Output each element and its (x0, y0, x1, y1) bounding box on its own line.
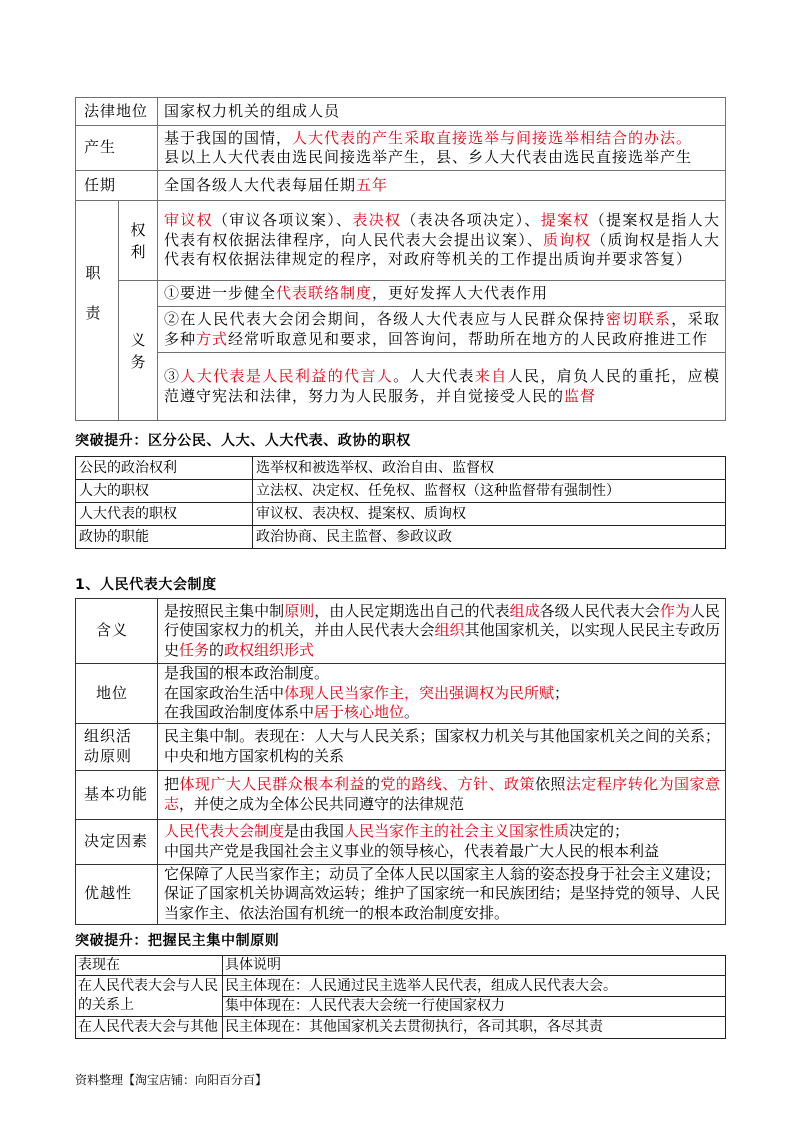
subject-cell: 人大代表的职权 (76, 503, 253, 526)
text-line (164, 310, 720, 349)
row-label: 组织活动原则 (84, 727, 133, 765)
row-content (158, 723, 726, 770)
democratic-centralism-table (75, 955, 726, 1039)
row-label: 决定因素 (76, 819, 158, 864)
row-label: 含义 (76, 599, 158, 664)
subject-cell: 人大的职权 (76, 480, 253, 503)
aspect-cell: 在人民代表大会与人民的关系上 (76, 976, 223, 1017)
text-run: 。人大代表 (393, 367, 475, 385)
subject-cell: 公民的政治权利 (76, 457, 253, 480)
emphasis-text: 审议权 (164, 211, 213, 230)
powers-comparison-table (75, 456, 726, 549)
text-line (164, 367, 720, 406)
details-cell: 集中体现在：人民代表大会统一行使国家权力 (223, 997, 726, 1017)
duties-label-cell (76, 201, 119, 421)
table-row (76, 480, 726, 503)
text-run: 它保障了人民当家作主；动员了全体人民以国家主人翁的姿态投身于社会主义建设；保证了国家机关协调高效运转；维护了国家统一和民族团结；是坚持党的领导、人民当家作主、依法治国有机统一的根本政治制度安排。 (164, 864, 720, 922)
text-run: （提案权是指人大代表有权依据法律程序，向人民代表大会提出议案）、 (164, 211, 720, 249)
emphasis-text: 提案权 (540, 211, 590, 230)
table-row (76, 864, 726, 924)
row-content (158, 599, 726, 664)
text-line (164, 129, 720, 149)
powers-cell: 选举权和被选举权、政治自由、监督权 (253, 457, 726, 480)
text-run: ； (554, 683, 570, 702)
subject-cell: 政协的职能 (76, 526, 253, 549)
rights-label-cell (119, 201, 158, 281)
text-run: （审议各项议案）、 (212, 211, 353, 230)
text-run: 是由我国 (284, 822, 345, 840)
table-row (76, 353, 726, 421)
text-run: 民主集中制。表现在：人大与人民关系；国家权力机关与其他国家机关之间的关系；中央和地方国家机构的关系 (164, 727, 720, 765)
text-run: 把 (164, 775, 180, 793)
row-label: 法律地位 (76, 98, 158, 126)
text-run: 的 (364, 775, 381, 793)
table-header-row (76, 956, 726, 976)
emphasis-text: 体现人民当家作主，突出强调权为民所赋 (284, 683, 555, 702)
powers-cell: 政治协商、民主监督、参政议政 (253, 526, 726, 549)
text-run: 经常听取意见和要求，回答询问，帮助所在地方的人民政府推进工作 (228, 329, 709, 348)
emphasis-text: 密切联系 (605, 310, 672, 328)
emphasis-text: 作为 (659, 601, 690, 620)
table-row (76, 126, 726, 171)
text-run: 是我国的根本政治制度。 (164, 664, 330, 682)
row-label: 产生 (76, 126, 158, 171)
row-content (158, 664, 726, 724)
text-line (164, 727, 720, 766)
row-label: 地位 (76, 664, 158, 724)
row-content (158, 98, 726, 126)
text-line (164, 211, 720, 270)
text-run: 全国各级人大代表每届任期 (164, 175, 357, 194)
obligations-label-cell (119, 281, 158, 421)
text-run: 县以上人大代表由选民间接选举产生，县、乡人大代表由选民直接选举产生 (164, 148, 693, 166)
rights-content (158, 201, 726, 281)
powers-cell: 审议权、表决权、提案权、质询权 (253, 503, 726, 526)
emphasis-text: 人大代表是人民利益的代言人 (180, 367, 394, 385)
row-label: 基本功能 (76, 770, 158, 819)
text-run: ，由人民定期选出自己的代表 (314, 601, 510, 620)
footer-source: 资料整理【淘宝店铺：向阳百分百】 (75, 1073, 268, 1087)
text-run: 依照 (534, 775, 566, 793)
text-run: （质询权是指人大代表有权依据法律规定的程序，对政府等机关的工作提出质询并要求答复） (164, 230, 720, 269)
text-run: 决定的； (569, 822, 630, 840)
text-run: 各级人民代表大会 (539, 601, 660, 620)
table-row (76, 526, 726, 549)
text-run: 国家权力机关的组成人员 (164, 101, 341, 120)
table-row (76, 599, 726, 664)
emphasis-text: 原则 (284, 601, 315, 620)
table-row (76, 976, 726, 997)
header-aspect: 表现在 (76, 956, 223, 976)
emphasis-text: 体现广大人民群众根本利益 (179, 775, 365, 793)
text-line (164, 602, 720, 661)
details-cell: 民主体现在：其他国家机关去贯彻执行，各司其职，各尽其责 (223, 1017, 726, 1039)
text-run: 人民行使国家权力的机关，并由人民代表大会 (164, 601, 720, 640)
text-run: ③ (164, 367, 181, 385)
emphasis-text: 方式 (196, 329, 229, 348)
text-run: ②在人民代表大会闭会期间，各级人大代表应与人民群众保持 (164, 310, 606, 328)
emphasis-text: 党的路线、方针、政策 (380, 775, 535, 793)
table-row (76, 503, 726, 526)
deputy-profile-table (75, 97, 726, 421)
table-row (76, 307, 726, 353)
emphasis-text: 法定程序转化为国家意志 (164, 775, 720, 813)
text-line (164, 865, 720, 924)
text-run: 在我国政治制度体系中 (164, 703, 315, 721)
emphasis-text: 人民代表大会制度 (164, 822, 285, 840)
text-line (164, 102, 720, 122)
row-content (158, 770, 726, 819)
obligation-item (158, 353, 726, 421)
emphasis-text: 组成 (509, 601, 540, 620)
table-row (76, 1017, 726, 1039)
row-label: 任期 (76, 171, 158, 201)
emphasis-text: 政权组织形式 (224, 640, 315, 659)
text-run: 是按照民主集中制 (164, 601, 285, 620)
emphasis-text: 人民当家作主的社会主义国家性质 (344, 822, 570, 840)
text-line (164, 842, 720, 862)
text-run: 其他国家机关，以实现人民民主专政历史 (164, 621, 720, 659)
text-run: 在国家政治生活中 (164, 683, 285, 702)
emphasis-text: 来自 (474, 367, 508, 385)
section-heading: 1、人民代表大会制度 (75, 577, 217, 593)
text-run: （表决各项决定）、 (401, 211, 541, 230)
row-content (158, 819, 726, 864)
emphasis-text: 组织 (434, 621, 465, 640)
text-run: 人民，肩负人民的重托，应模范遵守宪法和法律，努力为人民服务，并自觉接受人民的 (164, 367, 720, 405)
header-details: 具体说明 (223, 956, 726, 976)
section-heading: 突破提升：区分公民、人大、人大代表、政协的职权 (75, 433, 411, 449)
obligations-label: 义务 (130, 330, 146, 371)
row-label-cell (76, 723, 158, 770)
table-row (76, 98, 726, 126)
table-row (76, 171, 726, 201)
table-row (76, 770, 726, 819)
text-line (164, 664, 720, 684)
row-content (158, 171, 726, 201)
text-run: ，采取多种 (164, 310, 720, 348)
emphasis-text: 人大代表的产生采取直接选举与间接选举相结合的办法。 (292, 128, 693, 147)
text-line (164, 684, 720, 704)
rights-label: 权利 (130, 220, 146, 261)
emphasis-text: 质询权 (542, 230, 592, 249)
emphasis-text: 监督 (564, 386, 597, 405)
emphasis-text: 表决权 (352, 211, 402, 230)
powers-cell: 立法权、决定权、任免权、监督权（这种监督带有强制性） (253, 480, 726, 503)
npc-system-table (75, 598, 726, 925)
row-content (158, 864, 726, 924)
text-run: ，并使之成为全体公民共同遵守的法律规范 (179, 794, 465, 813)
obligation-item (158, 307, 726, 353)
text-line (164, 284, 720, 304)
section-heading: 突破提升：把握民主集中制原则 (75, 933, 280, 949)
text-line (164, 775, 720, 814)
text-line (164, 822, 720, 842)
row-label: 优越性 (76, 864, 158, 924)
table-row (76, 201, 726, 281)
text-line (164, 148, 720, 168)
emphasis-text: 居于核心地位 (314, 703, 405, 721)
table-row (76, 723, 726, 770)
text-run: ①要进一步健全 (164, 283, 277, 302)
table-row (76, 664, 726, 724)
table-row (76, 819, 726, 864)
row-content (158, 126, 726, 171)
details-cell: 民主体现在：人民通过民主选举人民代表，组成人民代表大会。 (223, 976, 726, 997)
table-row (76, 281, 726, 307)
text-run: ，更好发挥人大代表作用 (372, 283, 549, 302)
emphasis-text: 五年 (356, 175, 389, 194)
emphasis-text: 代表联络制度 (276, 283, 373, 302)
text-run: 。 (404, 703, 420, 721)
obligation-item (158, 281, 726, 307)
duties-label: 职责 (85, 263, 101, 322)
emphasis-text: 任务 (179, 640, 210, 659)
text-run: 基于我国的国情， (164, 128, 293, 147)
text-line (164, 703, 720, 723)
text-run: 的 (209, 640, 225, 659)
table-row (76, 457, 726, 480)
text-run: 中国共产党是我国社会主义事业的领导核心，代表着最广大人民的根本利益 (164, 841, 660, 860)
text-line (164, 176, 720, 196)
aspect-cell: 在人民代表大会与其他 (76, 1017, 223, 1039)
